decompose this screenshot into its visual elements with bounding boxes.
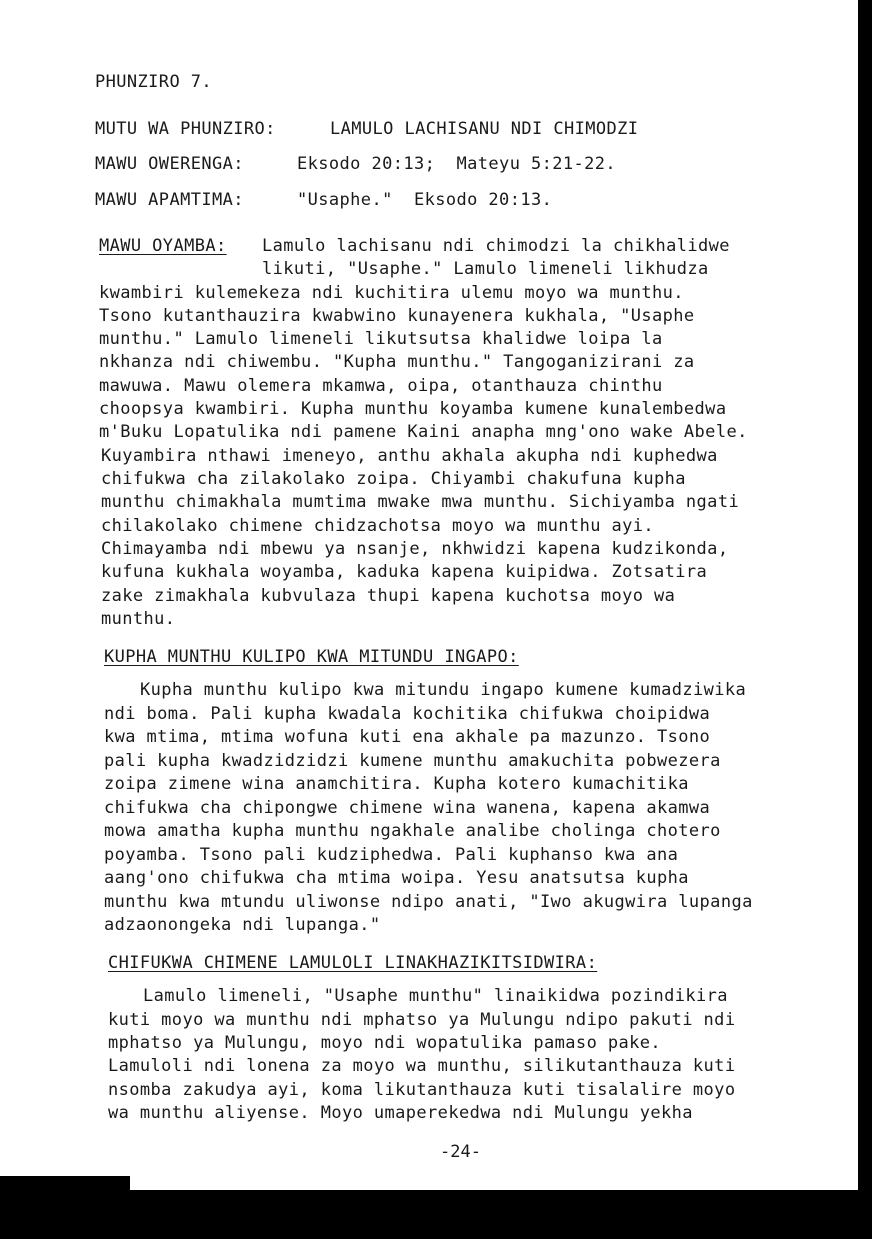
- section1-line: aang'ono chifukwa cha mtima woipa. Yesu anatsutsa kupha: [104, 868, 689, 888]
- section1-line: zoipa zimene wina anamchitira. Kupha kotero kumachitika: [104, 774, 689, 794]
- intro-line: kwambiri kulemekeza ndi kuchitira ulemu moyo wa munthu.: [99, 283, 684, 303]
- intro-line: mawuwa. Mawu olemera mkamwa, oipa, otanthauza chinthu: [99, 376, 663, 396]
- intro-line: nkhanza ndi chiwembu. "Kupha munthu." Tangoganizirani za: [99, 352, 695, 372]
- intro-line: chilakolako chimene chidzachotsa moyo wa munthu ayi.: [101, 516, 655, 536]
- intro-line: Lamulo lachisanu ndi chimodzi la chikhalidwe: [262, 236, 730, 256]
- section1-line: kwa mtima, mtima wofuna kuti ena akhale pa mazunzo. Tsono: [104, 727, 711, 747]
- section1-line: pali kupha kwadzidzidzi kumene munthu amakuchita pobwezera: [104, 751, 721, 771]
- intro-line: zake zimakhala kubvulaza thupi kapena kuchotsa moyo wa: [101, 586, 676, 606]
- page-number: -24-: [440, 1142, 481, 1162]
- section1-heading: KUPHA MUNTHU KULIPO KWA MITUNDU INGAPO:: [104, 647, 519, 667]
- intro-line: choopsya kwambiri. Kupha munthu koyamba kumene kunalembedwa: [99, 399, 727, 419]
- intro-line: Chimayamba ndi mbewu ya nsanje, nkhwidzi kapena kudzikonda,: [101, 539, 729, 559]
- intro-line: chifukwa cha zilakolako zoipa. Chiyambi chakufuna kupha: [101, 469, 686, 489]
- meta-value-subject: LAMULO LACHISANU NDI CHIMODZI: [330, 119, 639, 139]
- section1-line: adzaonongeka ndi lupanga.": [104, 915, 381, 935]
- meta-value-memory-verse: "Usaphe." Eksodo 20:13.: [297, 190, 553, 210]
- section2-line: nsomba zakudya ayi, koma likutanthauza kuti tisalalire moyo: [108, 1080, 736, 1100]
- section2-line: Lamuloli ndi lonena za moyo wa munthu, silikutanthauza kuti: [108, 1056, 736, 1076]
- intro-line: likuti, "Usaphe." Lamulo limeneli likhudza: [262, 259, 709, 279]
- scan-border-right: [858, 0, 872, 1239]
- section1-line: chifukwa cha chipongwe chimene wina wanena, kapena akamwa: [104, 798, 711, 818]
- scan-border-bottom: [0, 1190, 872, 1239]
- section2-line: Lamulo limeneli, "Usaphe munthu" linaikidwa pozindikira: [143, 986, 728, 1006]
- section2-line: kuti moyo wa munthu ndi mphatso ya Mulungu ndipo pakuti ndi: [108, 1010, 736, 1030]
- section1-line: poyamba. Tsono pali kudziphedwa. Pali kuphanso kwa ana: [104, 845, 679, 865]
- intro-line: Kuyambira nthawi imeneyo, anthu akhala akupha ndi kuphedwa: [101, 446, 718, 466]
- section2-heading: CHIFUKWA CHIMENE LAMULOLI LINAKHAZIKITSIDWIRA:: [108, 953, 598, 973]
- section1-line: Kupha munthu kulipo kwa mitundu ingapo kumene kumadziwika: [140, 680, 747, 700]
- meta-label-memory-verse: MAWU APAMTIMA:: [95, 190, 244, 210]
- intro-line: m'Buku Lopatulika ndi pamene Kaini anapha mng'ono wake Abele.: [99, 422, 748, 442]
- section2-line: wa munthu aliyense. Moyo umaperekedwa ndi Mulungu yekha: [108, 1103, 693, 1123]
- meta-value-readings: Eksodo 20:13; Mateyu 5:21-22.: [297, 154, 617, 174]
- intro-line: munthu.: [101, 609, 176, 629]
- section1-line: mowa amatha kupha munthu ngakhale analibe cholinga chotero: [104, 821, 721, 841]
- section2-line: mphatso ya Mulungu, moyo ndi wopatulika pamaso pake.: [108, 1033, 662, 1053]
- section1-line: ndi boma. Pali kupha kwadala kochitika chifukwa choipidwa: [104, 704, 711, 724]
- intro-line: munthu." Lamulo limeneli likutsutsa khalidwe loipa la: [99, 329, 663, 349]
- intro-heading: MAWU OYAMBA:: [99, 236, 227, 256]
- intro-line: kufuna kukhala woyamba, kaduka kapena kuipidwa. Zotsatira: [101, 562, 708, 582]
- intro-line: munthu chimakhala mumtima mwake mwa munthu. Sichiyamba ngati: [101, 492, 740, 512]
- meta-label-readings: MAWU OWERENGA:: [95, 154, 244, 174]
- section1-line: munthu kwa mtundu uliwonse ndipo anati, "Iwo akugwira lupanga: [104, 892, 753, 912]
- lesson-title: PHUNZIRO 7.: [95, 72, 212, 92]
- intro-line: Tsono kutanthauzira kwabwino kunayenera kukhala, "Usaphe: [99, 306, 695, 326]
- meta-label-subject: MUTU WA PHUNZIRO:: [95, 119, 276, 139]
